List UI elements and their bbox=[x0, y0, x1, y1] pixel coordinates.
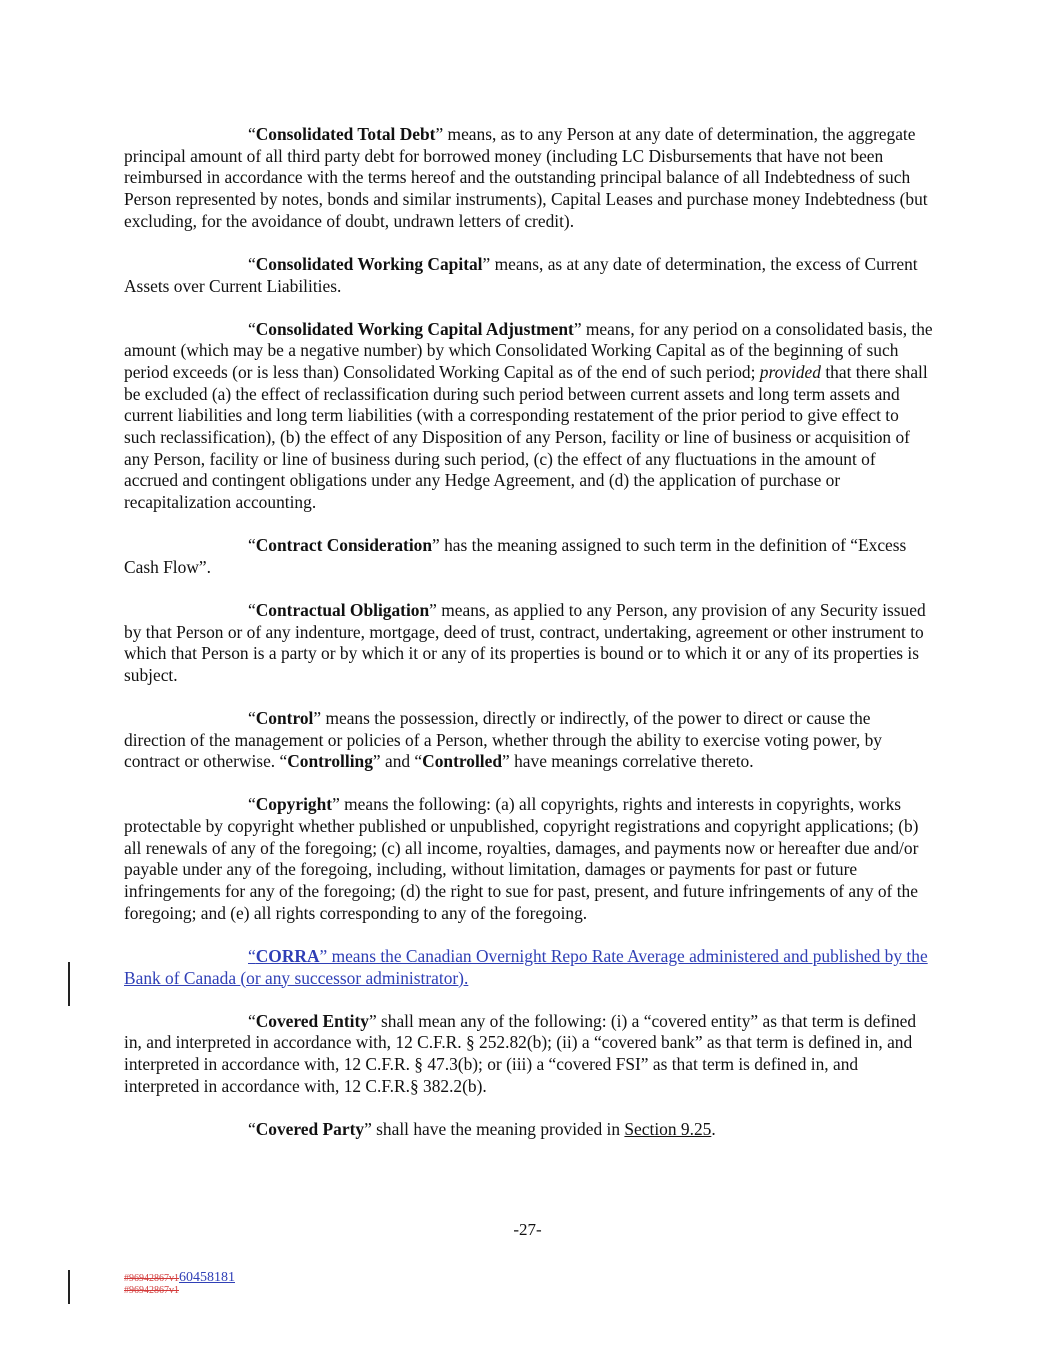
deleted-doc-id: #96942867v1 bbox=[124, 1273, 179, 1284]
definition-contractual-obligation: “Contractual Obligation” means, as applied to any Person, any provision of any Security issued by that Person or of any indenture, mortgage, deed of trust, contract, undertaking, agreement or other instrument to which that Person is a party or by which it or any of its properties is bound or to which it or any of its properties is subject. bbox=[124, 599, 926, 685]
defined-term: CORRA bbox=[255, 945, 320, 966]
document-id-footer bbox=[124, 1272, 235, 1297]
change-bar-footer bbox=[68, 1270, 70, 1304]
defined-term: Contractual Obligation bbox=[255, 599, 430, 620]
italic-provided: provided bbox=[759, 361, 821, 382]
footer-line-2 bbox=[124, 1285, 235, 1297]
defined-term: Control bbox=[255, 707, 314, 728]
footer-line-1 bbox=[124, 1272, 235, 1285]
inserted-doc-id: 60458181 bbox=[179, 1270, 235, 1285]
definition-copyright: “Copyright” means the following: (a) all copyrights, rights and interests in copyrights, works protectable by copyright whether published or unpublished, copyright registrations and copyright applications; (b) all renewals of any of the foregoing; (c) all income, royalties, damages, and payments now or hereafter due and/or payable under any of the foregoing, including, without limitation, damages or payments for past or future infringements for any of the foregoing; (d) the right to sue for past, present, and future infringements of any of the foregoing; and (e) all rights corresponding to any of the foregoing. bbox=[124, 794, 919, 923]
document-body bbox=[124, 124, 934, 1162]
definition-consolidated-working-capital: “Consolidated Working Capital” means, as at any date of determination, the excess of Current Assets over Current Liabilities. bbox=[124, 253, 918, 296]
deleted-doc-id-2: #96942867v1 bbox=[124, 1285, 179, 1296]
defined-term: Covered Entity bbox=[255, 1010, 369, 1031]
definition-consolidated-total-debt: “Consolidated Total Debt” means, as to any Person at any date of determination, the aggregate principal amount of all third party debt for borrowed money (including LC Disbursements that have not been reimbursed in accordance with the terms hereof and the outstanding principal balance of all Indebtedness of such Person represented by notes, bonds and similar instruments), Capital Leases and purchase money Indebtedness (but excluding, for the avoidance of doubt, undrawn letters of credit). bbox=[124, 124, 928, 231]
defined-term-controlled: Controlled bbox=[422, 751, 503, 772]
change-bar-corra bbox=[68, 962, 70, 1006]
definition-contract-consideration: “Contract Consideration” has the meaning assigned to such term in the definition of “Excess Cash Flow”. bbox=[124, 535, 907, 577]
definition-control: “Control” means the possession, directly or indirectly, of the power to direct or cause the direction of the management or policies of a Person, whether through the ability to exercise voting power, by contract or otherwise. “Controlling” and “Controlled” have meanings correlative thereto. bbox=[124, 707, 882, 772]
defined-term-controlling: Controlling bbox=[287, 751, 373, 772]
defined-term: Copyright bbox=[255, 794, 333, 815]
defined-term: Consolidated Total Debt bbox=[255, 124, 436, 144]
page-number: -27- bbox=[513, 1220, 542, 1239]
section-reference-link[interactable]: Section 9.25 bbox=[624, 1118, 712, 1139]
defined-term: Consolidated Working Capital bbox=[255, 253, 483, 274]
defined-term: Consolidated Working Capital Adjustment bbox=[255, 318, 574, 339]
definition-covered-party: “Covered Party” shall have the meaning provided in Section 9.25. bbox=[248, 1118, 716, 1139]
definition-covered-entity: “Covered Entity” shall mean any of the following: (i) a “covered entity” as that term is defined in, and interpreted in accordance with, 12 C.F.R. § 252.82(b); (ii) a “covered bank” as that term is defined in, and interpreted in accordance with, 12 C.F.R. § 47.3(b); or (iii) a “covered FSI” as that term is defined in, and interpreted in accordance with, 12 C.F.R.§ 382.2(b). bbox=[124, 1010, 917, 1096]
definition-consolidated-working-capital-adjustment: “Consolidated Working Capital Adjustment” means, for any period on a consolidated basis, the amount (which may be a negative number) by which Consolidated Working Capital as of the beginning of such period exceeds (or is less than) Consolidated Working Capital as of the end of such period; provided that there shall be excluded (a) the effect of reclassification during such period between current assets and long term assets and current liabilities and long term liabilities (with a corresponding restatement of the prior period to give effect to such reclassification), (b) the effect of any Disposition of any Person, facility or line of business or acquisition of any Person, facility or line of business during such period, (c) the effect of any fluctuations in the amount of accrued and contingent obligations under any Hedge Agreement, and (d) the application of purchase or recapitalization accounting. bbox=[124, 318, 933, 513]
defined-term: Contract Consideration bbox=[255, 535, 433, 556]
defined-term: Covered Party bbox=[255, 1118, 365, 1139]
definition-corra-inserted: “CORRA” means the Canadian Overnight Repo Rate Average administered and published by the Bank of Canada (or any successor administrator). bbox=[124, 945, 928, 988]
